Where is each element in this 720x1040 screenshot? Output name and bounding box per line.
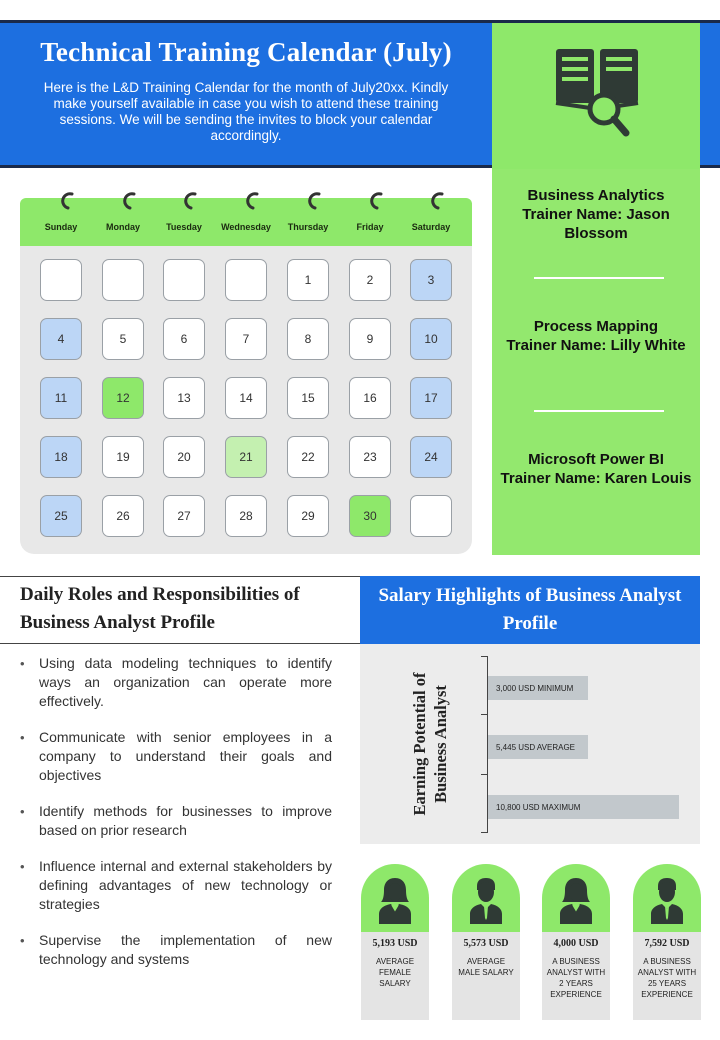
axis-tick <box>481 714 488 715</box>
salary-amount: 5,193 USD <box>372 938 418 949</box>
calendar-day-26[interactable]: 26 <box>102 495 144 537</box>
header-bottom-line <box>0 165 492 168</box>
calendar-empty-cell[interactable] <box>410 495 452 537</box>
training-trainer: Trainer Name: Lilly White <box>506 337 686 354</box>
book-search-icon <box>552 43 642 143</box>
page-title: Technical Training Calendar (July) <box>40 37 452 67</box>
day-name: Thursday <box>287 222 329 232</box>
header-right-line <box>700 165 720 168</box>
calendar-day-24[interactable]: 24 <box>410 436 452 478</box>
calendar-day-27[interactable]: 27 <box>163 495 205 537</box>
day-name: Wednesday <box>221 222 271 232</box>
salary-amount: 5,573 USD <box>463 938 509 949</box>
salary-card-body <box>361 932 429 1020</box>
day-name: Sunday <box>44 222 78 232</box>
salary-label: A BUSINESS ANALYST WITH 2 YEARS EXPERIENCE <box>546 957 606 999</box>
divider <box>534 410 664 412</box>
list-item: • Identify methods for businesses to improve based on prior research <box>20 802 332 840</box>
salary-card <box>452 864 520 1020</box>
header-banner <box>0 23 492 167</box>
salary-label: A BUSINESS ANALYST WITH 25 YEARS EXPERIENCE <box>637 957 697 999</box>
calendar-day-4[interactable]: 4 <box>40 318 82 360</box>
salary-title: Salary Highlights of Business Analyst Profile <box>360 576 700 644</box>
salary-label: AVERAGE MALE SALARY <box>458 957 514 977</box>
calendar-header <box>20 198 472 246</box>
training-topic: Process Mapping <box>533 318 659 335</box>
axis-tick <box>481 656 488 657</box>
day-name: Friday <box>356 222 384 232</box>
calendar-day-17[interactable]: 17 <box>410 377 452 419</box>
training-item <box>492 317 700 355</box>
roles-title: Daily Roles and Responsibilities of Business Analyst Profile <box>20 584 300 633</box>
calendar-day-18[interactable]: 18 <box>40 436 82 478</box>
salary-amount: 4,000 USD <box>553 938 599 949</box>
calendar-day-16[interactable]: 16 <box>349 377 391 419</box>
calendar-day-8[interactable]: 8 <box>287 318 329 360</box>
list-item: • Influence internal and external stakeholders by defining advantages of new technology or strategies <box>20 857 332 914</box>
salary-label: AVERAGE FEMALE SALARY <box>375 957 415 988</box>
binder-ring-icon <box>180 188 200 214</box>
calendar-day-7[interactable]: 7 <box>225 318 267 360</box>
day-name: Monday <box>105 222 140 232</box>
calendar-day-12[interactable]: 12 <box>102 377 144 419</box>
bar-label: 3,000 USD MINIMUM <box>496 683 574 693</box>
roles-list <box>20 654 332 986</box>
salary-amount: 7,592 USD <box>644 938 690 949</box>
training-trainer: Trainer Name: Jason Blossom <box>522 206 670 242</box>
calendar-empty-cell[interactable] <box>40 259 82 301</box>
binder-ring-icon <box>119 188 139 214</box>
divider <box>534 277 664 279</box>
male-person-icon <box>452 864 520 932</box>
training-item <box>492 450 700 488</box>
binder-ring-icon <box>57 188 77 214</box>
calendar-day-5[interactable]: 5 <box>102 318 144 360</box>
binder-ring-icon <box>427 188 447 214</box>
binder-ring-icon <box>242 188 262 214</box>
male-person-icon <box>633 864 701 932</box>
salary-card-body <box>542 932 610 1020</box>
header-right-strip <box>700 23 720 167</box>
calendar-day-13[interactable]: 13 <box>163 377 205 419</box>
calendar-day-14[interactable]: 14 <box>225 377 267 419</box>
chart-ylabel: Earning Potential of Business Analyst <box>410 672 450 816</box>
binder-ring-icon <box>366 188 386 214</box>
salary-card <box>633 864 701 1020</box>
calendar-day-21[interactable]: 21 <box>225 436 267 478</box>
calendar-day-30[interactable]: 30 <box>349 495 391 537</box>
training-topic: Business Analytics <box>527 187 665 204</box>
binder-ring-icon <box>304 188 324 214</box>
list-item: • Supervise the implementation of new technology and systems <box>20 931 332 969</box>
bar-label: 5,445 USD AVERAGE <box>496 742 575 752</box>
calendar-empty-cell[interactable] <box>102 259 144 301</box>
calendar-day-28[interactable]: 28 <box>225 495 267 537</box>
calendar-day-2[interactable]: 2 <box>349 259 391 301</box>
axis-tick <box>481 832 488 833</box>
axis-tick <box>481 774 488 775</box>
calendar-day-15[interactable]: 15 <box>287 377 329 419</box>
calendar-day-20[interactable]: 20 <box>163 436 205 478</box>
female-person-icon <box>542 864 610 932</box>
trainers-panel-top <box>492 23 700 169</box>
calendar-day-11[interactable]: 11 <box>40 377 82 419</box>
calendar-day-25[interactable]: 25 <box>40 495 82 537</box>
calendar-day-3[interactable]: 3 <box>410 259 452 301</box>
calendar-day-1[interactable]: 1 <box>287 259 329 301</box>
calendar-day-10[interactable]: 10 <box>410 318 452 360</box>
calendar-grid <box>20 246 472 554</box>
list-item: • Communicate with senior employees in a company to understand their goals and objectives <box>20 728 332 785</box>
calendar-day-9[interactable]: 9 <box>349 318 391 360</box>
salary-card-body <box>633 932 701 1020</box>
header-description: Here is the L&D Training Calendar for the month of July20xx. Kindly make yourself available in case you wish to attend these training sessions. We will be sending the invites to block your calendar accordingly. <box>43 80 449 143</box>
salary-card <box>542 864 610 1020</box>
salary-bar <box>488 735 588 759</box>
calendar-day-22[interactable]: 22 <box>287 436 329 478</box>
calendar-day-29[interactable]: 29 <box>287 495 329 537</box>
salary-card <box>361 864 429 1020</box>
calendar-day-6[interactable]: 6 <box>163 318 205 360</box>
day-name: Saturday <box>411 222 451 232</box>
list-item: • Using data modeling techniques to identify ways an organization can operate more effectively. <box>20 654 332 711</box>
female-person-icon <box>361 864 429 932</box>
chart-ylabel-wrap <box>380 644 480 844</box>
salary-bar <box>488 676 588 700</box>
salary-bar <box>488 795 679 819</box>
training-trainer: Trainer Name: Karen Louis <box>500 470 692 487</box>
day-name: Tuesday <box>166 222 202 232</box>
trainers-panel <box>492 23 700 555</box>
roles-bottom-line <box>0 643 360 644</box>
training-topic: Microsoft Power BI <box>528 451 664 468</box>
salary-chart <box>360 644 700 844</box>
calendar-day-23[interactable]: 23 <box>349 436 391 478</box>
calendar-empty-cell[interactable] <box>225 259 267 301</box>
training-item <box>492 186 700 243</box>
salary-card-body <box>452 932 520 1020</box>
calendar-day-19[interactable]: 19 <box>102 436 144 478</box>
bar-label: 10,800 USD MAXIMUM <box>496 802 581 812</box>
calendar-empty-cell[interactable] <box>163 259 205 301</box>
